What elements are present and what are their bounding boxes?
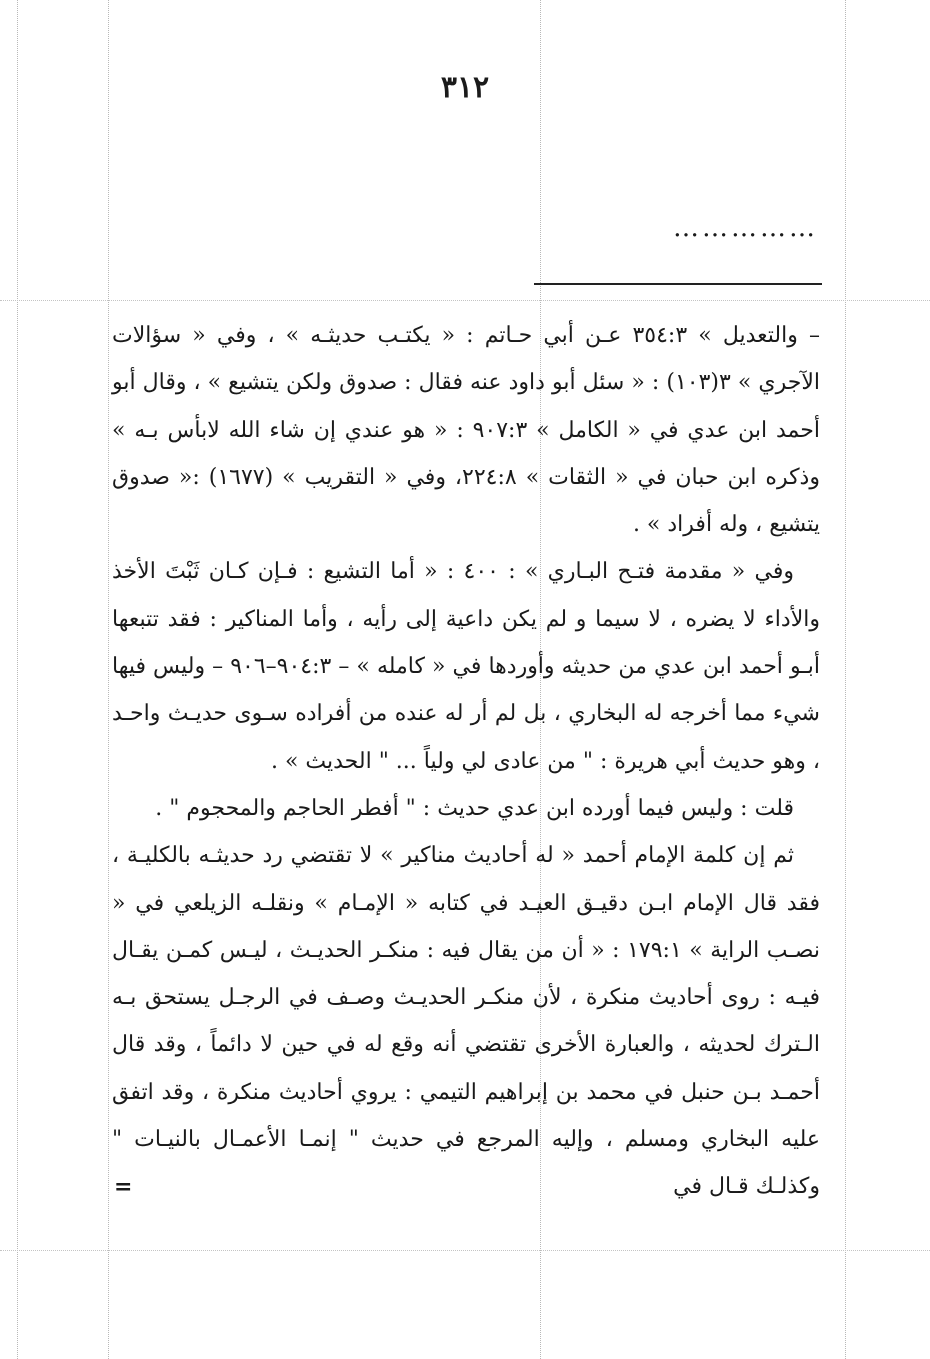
scan-guide-line <box>845 0 846 1359</box>
scan-guide-line <box>0 300 930 301</box>
page-number: ٣١٢ <box>440 70 490 105</box>
footnote-rule <box>534 283 822 285</box>
paragraph-imam-ahmad: ثم إن كلمة الإمام أحمد « له أحاديث مناكير » لا تقتضي رد حديثـه بالكليـة ، فقد قال الإمام ابـن دقيـق العيـد في كتابه « الإمـام » ونقلـه الزيلعي في « نصـب الراية » ١٧٩:١ : « أن من يقال فيه : منكـر الحديـث ، ليـس كمـن يقـال فيـه : روى أحاديث منكرة ، لأن منكـر الحديـث وصـف في الرجـل يستحق بـه الـترك لحديثه ، والعبارة الأخرى تقتضي أنه وقع له في حين لا دائماً ، وقد قال أحمـد بـن حنبل في محمد بن إبراهيم التيمي : يروي أحاديث منكرة ، وقد اتفق عليه البخاري ومسلم ، وإليه المرجع في حديث " إنمـا الأعمـال بالنيـات " وكذلـك قـال في <box>112 843 820 1200</box>
scan-guide-line <box>0 1250 930 1251</box>
paragraph-continued: – والتعديل » ٣٥٤:٣ عـن أبي حـاتم : « يكتـب حديثـه » ، وفي « سؤالات الآجري » ٣(١٠٣) : « سئل أبو داود عنه فقال : صدوق ولكن يتشيع » ، وقال أبو أحمد ابن عدي في « الكامل » ٩٠٧:٣ : « هو عندي إن شاء الله لابأس بـه » وذكره ابن حبان في « الثقات » ٢٢٤:٨، وفي « التقريب » (١٦٧٧) :« صدوق يتشيع ، وله أفراد » . <box>112 323 820 538</box>
continuation-mark: = <box>114 1174 133 1200</box>
footnote-text <box>112 312 820 1211</box>
paragraph-fath-albari: وفي « مقدمة فتـح البـاري » : ٤٠٠ : « أما التشيع : فـإن كـان ثَبْتَ الأخذ والأداء لا يضره ، لا سيما و لم يكن داعية إلى رأيه ، وأما المناكير : فقد تتبعها أبـو أحمد ابن عدي من حديثه وأوردها في « كامله » – ٩٠٤:٣–٩٠٦ – وليس فيها شيء مما أخرجه له البخاري ، بل لم أر له عنده من أفراده سـوى حديـث واحـد ، وهو حديث أبي هريرة : " من عادى لي ولياً ... " الحديث » . <box>112 559 821 774</box>
separator-dots: …………… <box>673 213 818 243</box>
paragraph-remark: قلت : وليس فيما أورده ابن عدي حديث : " أفطر الحاجم والمحجوم " . <box>155 795 794 821</box>
scan-guide-line <box>17 0 18 1359</box>
scan-guide-line <box>108 0 109 1359</box>
